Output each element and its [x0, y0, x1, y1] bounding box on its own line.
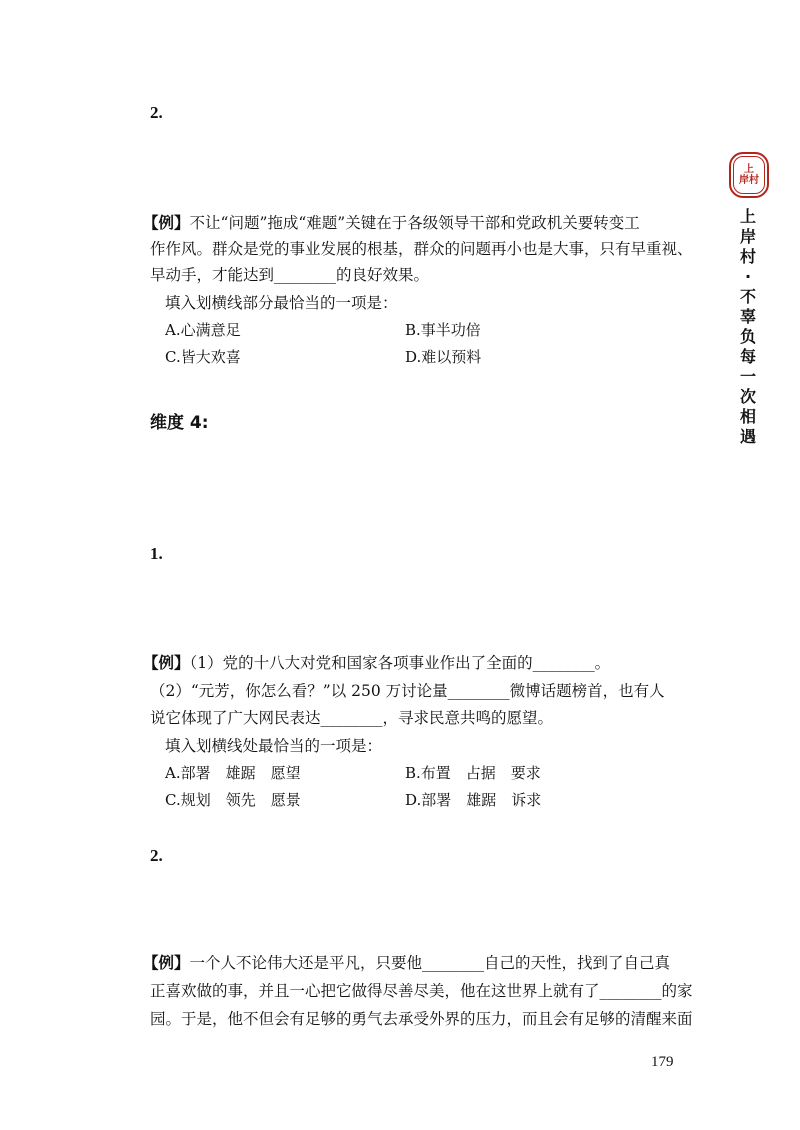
section-number: 2. [150, 846, 163, 865]
page-number: 179 [651, 1054, 674, 1070]
example-paragraph-line: 正喜欢做的事，并且一心把它做得尽善尽美，他在这世界上就有了________的家 [150, 982, 693, 1000]
option-c: C.规划 领先 愿景 [165, 791, 301, 809]
slogan-char: 辜 [739, 307, 756, 326]
example-text: 一个人不论伟大还是平凡，只要他________自己的天性，找到了自己真 [189, 954, 671, 972]
example-paragraph-line [143, 212, 679, 234]
example-label: 【例】 [143, 654, 190, 672]
slogan-char: 不 [739, 287, 756, 306]
example-label: 【例】 [143, 954, 190, 972]
slogan-char: 次 [739, 387, 756, 406]
example-text: 不让“问题”拖成“难题”关键在于各级领导干部和党政机关要转变工 [189, 214, 640, 232]
vertical-slogan [736, 207, 760, 447]
slogan-char: 一 [739, 367, 756, 386]
slogan-char: · [744, 267, 752, 286]
slogan-char: 村 [739, 247, 756, 266]
option-b: B.事半功倍 [405, 321, 481, 339]
seal-text-bottom: 岸村 [739, 175, 759, 186]
dimension-heading: 维度 4: [150, 413, 209, 433]
example-paragraph-line: 早动手，才能达到________的良好效果。 [150, 266, 430, 284]
section-number: 1. [150, 544, 163, 563]
option-a: A.心满意足 [165, 321, 241, 339]
seal-text-top: 上 [744, 164, 754, 175]
example-paragraph-line: （2）“元芳，你怎么看？”以 250 万讨论量________微博话题榜首，也有人 [150, 682, 665, 700]
example-paragraph-line: 说它体现了广大网民表达________，寻求民意共鸣的愿望。 [150, 709, 554, 727]
option-c: C.皆大欢喜 [165, 348, 241, 366]
option-b: B.布置 占据 要求 [405, 764, 541, 782]
slogan-char: 上 [739, 207, 756, 226]
slogan-char: 遇 [739, 427, 756, 446]
slogan-char: 岸 [739, 227, 756, 246]
option-a: A.部署 雄踞 愿望 [165, 764, 301, 782]
slogan-char: 相 [739, 407, 756, 426]
option-d: D.部署 雄踞 诉求 [405, 791, 542, 809]
option-d: D.难以预料 [405, 348, 482, 366]
slogan-char: 负 [739, 327, 756, 346]
example-paragraph-line: 园。于是，他不但会有足够的勇气去承受外界的压力，而且会有足够的清醒来面 [150, 1010, 693, 1028]
example-paragraph-line: 作作风。群众是党的事业发展的根基，群众的问题再小也是大事，只有早重视、 [150, 240, 693, 258]
question-prompt: 填入划横线处最恰当的一项是： [165, 737, 383, 755]
seal-inner [733, 156, 765, 194]
example-text: （1）党的十八大对党和国家各项事业作出了全面的________。 [189, 654, 611, 672]
slogan-char: 每 [739, 347, 756, 366]
section-number: 2. [150, 103, 163, 122]
example-label: 【例】 [143, 214, 190, 232]
question-prompt: 填入划横线部分最恰当的一项是： [165, 294, 398, 312]
example-paragraph-line [143, 652, 679, 674]
example-paragraph-line [143, 952, 679, 974]
seal-logo-icon [729, 152, 769, 198]
